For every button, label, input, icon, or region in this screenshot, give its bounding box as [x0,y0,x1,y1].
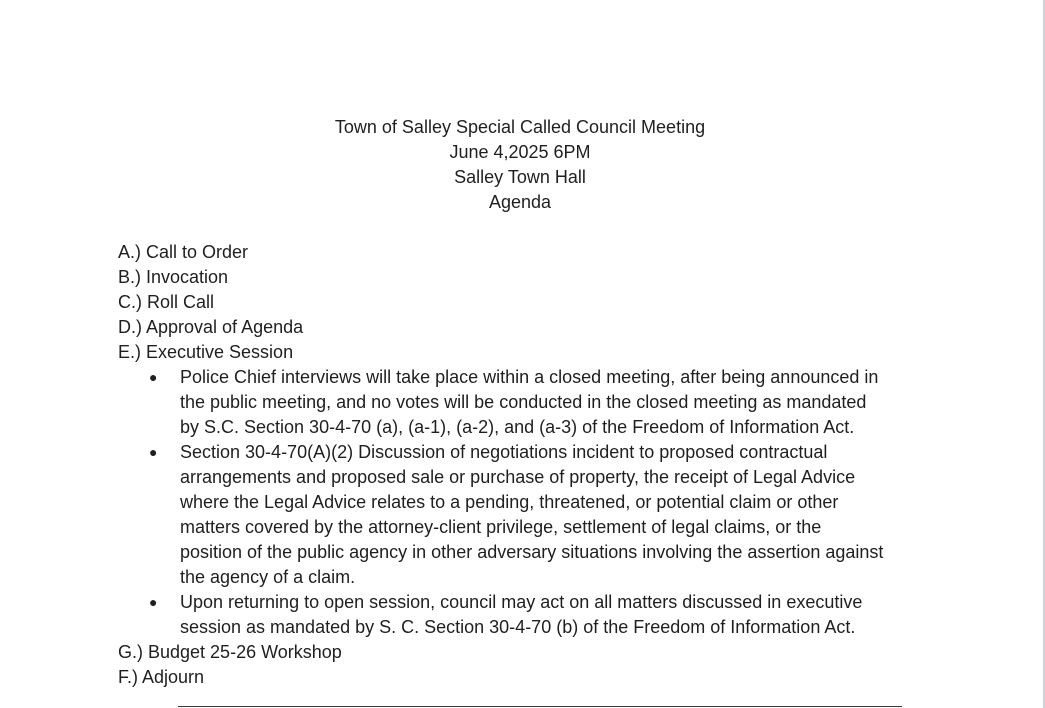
bullet-line: by S.C. Section 30-4-70 (a), (a-1), (a-2), and (a-3) of the Freedom of Information Act. [180,417,855,437]
executive-session-bullets [118,365,938,640]
bullet-legal-advice [118,440,938,590]
bullet-line: session as mandated by S. C. Section 30-4-70 (b) of the Freedom of Information Act. [180,617,856,637]
agenda-list [118,240,938,690]
meeting-location: Salley Town Hall [454,167,586,187]
bullet-line: arrangements and proposed sale or purchase of property, the receipt of Legal Advice [180,467,856,487]
bullet-line: Police Chief interviews will take place within a closed meeting, after being announced in [180,367,879,387]
agenda-item-approval-of-agenda: D.) Approval of Agenda [118,317,304,337]
agenda-item-invocation: B.) Invocation [118,267,229,287]
bullet-line: the agency of a claim. [180,567,356,587]
agenda-header [0,115,1040,215]
meeting-date: June 4,2025 6PM [449,142,591,162]
agenda-item-budget-workshop: G.) Budget 25-26 Workshop [118,642,342,662]
agenda-item-roll-call: C.) Roll Call [118,292,215,312]
bullet-line: position of the public agency in other adversary situations involving the assertion against [180,542,884,562]
bullet-line: Upon returning to open session, council may act on all matters discussed in executive [180,592,863,612]
document-type-label: Agenda [488,192,552,212]
meeting-title: Town of Salley Special Called Council Meeting [334,117,706,137]
bullet-dot-icon: ● [149,444,158,460]
agenda-item-executive-session: E.) Executive Session [118,342,294,362]
bullet-line: where the Legal Advice relates to a pending, threatened, or potential claim or other [180,492,839,512]
bullet-line: matters covered by the attorney-client privilege, settlement of legal claims, or the [180,517,822,537]
bullet-dot-icon: ● [149,369,158,385]
signature-line [178,706,902,707]
bullet-line: Section 30-4-70(A)(2) Discussion of negotiations incident to proposed contractual [180,442,828,462]
agenda-item-call-to-order: A.) Call to Order [118,242,249,262]
bullet-dot-icon: ● [149,594,158,610]
bullet-open-session [118,590,938,640]
agenda-item-adjourn: F.) Adjourn [118,667,205,687]
bullet-police-chief-interviews [118,365,938,440]
bullet-line: the public meeting, and no votes will be conducted in the closed meeting as mandated [180,392,867,412]
